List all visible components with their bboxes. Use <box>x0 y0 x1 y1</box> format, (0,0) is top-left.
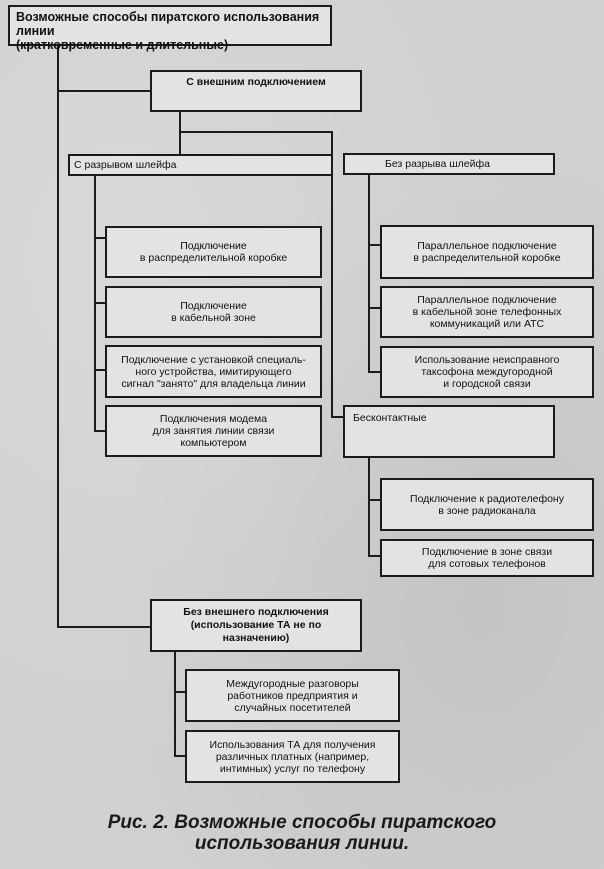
without-item-long-distance: Междугородные разговоры работников предприятия и случайных посетителей <box>185 669 400 722</box>
contactless-box: Бесконтактные <box>343 405 555 458</box>
with-break-box: С разрывом шлейфа <box>68 154 333 176</box>
break-item-distribution-box: Подключение в распределительной коробке <box>105 226 322 278</box>
without-connection-box: Без внешнего подключения (использование ТА не по назначению) <box>150 599 362 652</box>
without-item-paid-services: Использования ТА для получения различных платных (например, интимных) услуг по телефону <box>185 730 400 783</box>
break-item-modem: Подключения модема для занятия линии связи компьютером <box>105 405 322 457</box>
contactless-item-radiophone: Подключение к радиотелефону в зоне радиоканала <box>380 478 594 531</box>
without-break-box: Без разрыва шлейфа <box>343 153 555 175</box>
connector-nobreak-trunk <box>332 163 343 417</box>
with-connection-box: С внешним подключением <box>150 70 362 112</box>
nobreak-item-cable-zone: Параллельное подключение в кабельной зоне телефонных коммуникаций или АТС <box>380 286 594 338</box>
connector-contactless-trunk <box>369 458 380 556</box>
connector-without-trunk <box>175 652 185 756</box>
nobreak-item-distribution-box: Параллельное подключение в распределительной коробке <box>380 225 594 279</box>
nobreak-item-payphone: Использование неисправного таксофона междугородной и городской связи <box>380 346 594 398</box>
figure-caption: Рис. 2. Возможные способы пиратского использования линии. <box>107 812 497 854</box>
break-item-busy-device: Подключение с установкой специаль- ного устройства, имитирующего сигнал "занято" для владельца линии <box>105 345 322 398</box>
connector-nobreak-sub <box>369 175 380 372</box>
contactless-item-cellular: Подключение в зоне связи для сотовых телефонов <box>380 539 594 577</box>
break-item-cable-zone: Подключение в кабельной зоне <box>105 286 322 338</box>
root-box: Возможные способы пиратского использования линии (кратковременные и длительные) <box>8 5 332 46</box>
